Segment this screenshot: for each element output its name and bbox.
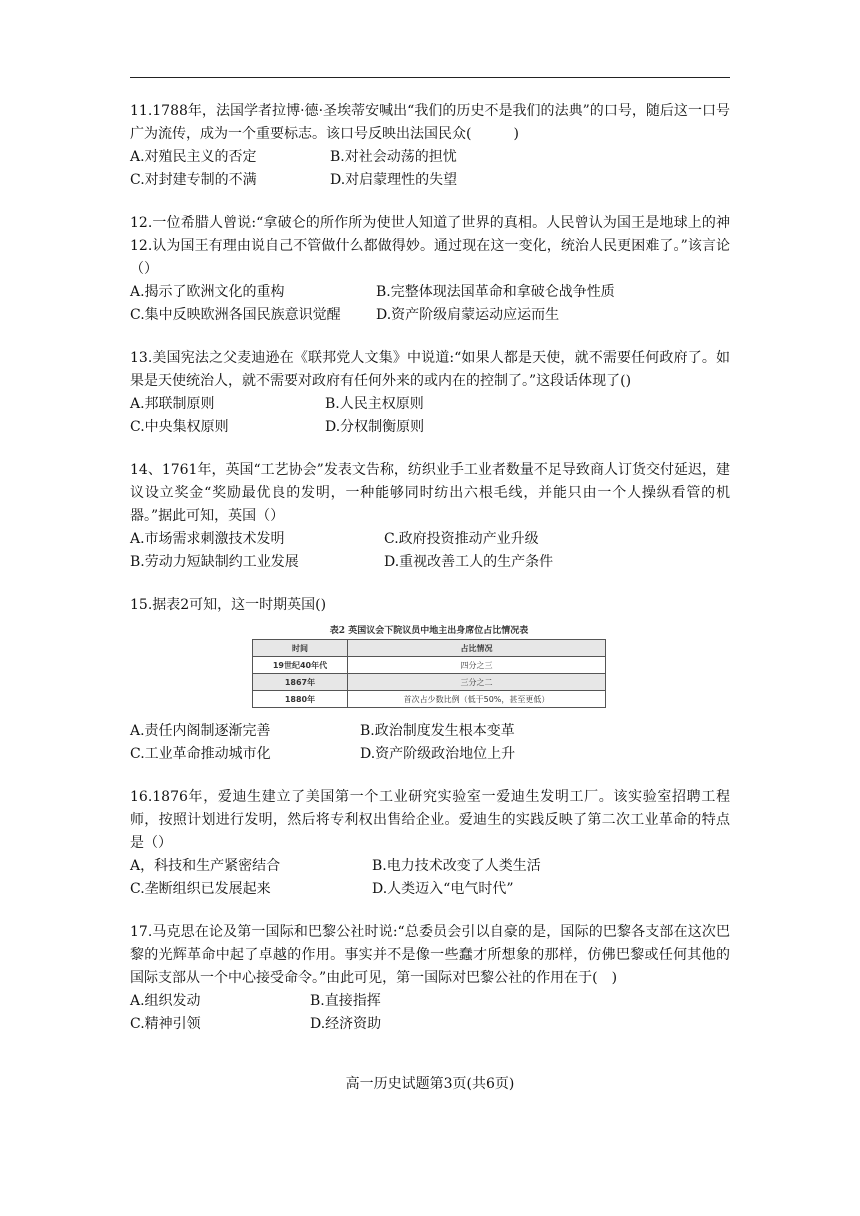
question-stem: 13.美国宪法之父麦迪逊在《联邦党人文集》中说道:“如果人都是天使，就不需要任何政府了。如果是天使统治人，就不需要对政府有任何外来的或内在的控制了。”这段话体现了() (130, 350, 730, 389)
option-a: A.责任内阁制逐渐完善 (130, 723, 271, 739)
option-c: C.集中反映欧洲各国民族意识觉醒 (130, 307, 341, 323)
option-list (130, 855, 730, 901)
question-15 (130, 594, 730, 766)
table-cell: 1867年 (253, 674, 348, 691)
table-cell: 1880年 (253, 691, 348, 708)
option-list (130, 720, 730, 766)
option-a: A.揭示了欧洲文化的重构 (130, 284, 285, 300)
option-d: D.资产阶级政治地位上升 (360, 746, 516, 762)
option-b: B.完整体现法国革命和拿破仑战争性质 (376, 284, 615, 300)
option-c: C.对封建专制的不满 (130, 172, 257, 188)
question-13 (130, 347, 730, 439)
option-list (130, 393, 730, 439)
table-title: 表2 英国议会下院议员中地主出身席位占比情况表 (329, 626, 529, 636)
header-rule (130, 77, 730, 78)
table-cell: 19世纪40年代 (253, 657, 348, 674)
data-table (252, 639, 606, 708)
option-c: C.政府投资推动产业升级 (384, 531, 539, 547)
table-row (253, 674, 606, 691)
table-cell: 三分之二 (348, 674, 606, 691)
option-list (130, 146, 730, 192)
table-row (253, 691, 606, 708)
option-a: A，科技和生产紧密结合 (130, 858, 281, 874)
table-cell: 四分之三 (348, 657, 606, 674)
option-c: C.中央集权原则 (130, 419, 229, 435)
option-d: D.重视改善工人的生产条件 (384, 554, 554, 570)
question-stem: 14、1761年，英国“工艺协会”发表文告称，纺织业手工业者数量不足导致商人订货交付延迟，建议设立奖金“奖励最优良的发明，一种能够同时纺出六根毛线，并能只由一个人操纵看管的机器。”据此可知，英国（） (130, 462, 730, 524)
question-stem: 15.据表2可知，这一时期英国() (130, 597, 327, 613)
table-cell: 首次占少数比例（低于50%，甚至更低） (348, 691, 606, 708)
option-c: C.工业革命推动城市化 (130, 746, 271, 762)
question-16 (130, 786, 730, 901)
table-row (253, 657, 606, 674)
question-11 (130, 100, 730, 192)
option-d: D.分权制衡原则 (325, 419, 425, 435)
option-b: B.劳动力短缺制约工业发展 (130, 554, 299, 570)
question-17 (130, 921, 730, 1036)
option-a: A.市场需求刺激技术发明 (130, 531, 285, 547)
option-a: A.邦联制原则 (130, 396, 215, 412)
question-14 (130, 459, 730, 574)
option-list (130, 528, 730, 574)
question-stem: 17.马克思在论及第一国际和巴黎公社时说:“总委员会引以自豪的是，国际的巴黎各支部在这次巴黎的光辉革命中起了卓越的作用。事实并不是像一些蠢才所想象的那样，仿佛巴黎或任何其他的国际支部从一个中心接受命令。”由此可见，第一国际对巴黎公社的作用在于( ) (130, 924, 730, 986)
question-stem: 12.一位希腊人曾说:“拿破仑的所作所为使世人知道了世界的真相。人民曾认为国王是地球上的神12.认为国王有理由说自己不管做什么都做得妙。通过现在这一变化，统治人民更困难了。”该言论（） (130, 215, 730, 277)
option-a: A.对殖民主义的否定 (130, 149, 257, 165)
option-b: B.人民主权原则 (325, 396, 424, 412)
question-stem: 16.1876年，爱迪生建立了美国第一个工业研究实验室一爱迪生发明工厂。该实验室招聘工程师，按照计划进行发明，然后将专利权出售给企业。爱迪生的实践反映了第二次工业革命的特点是（） (130, 789, 730, 851)
page-footer: 高一历史试题第3页(共6页) (345, 1076, 515, 1092)
option-d: D.资产阶级肩蒙运动应运而生 (376, 307, 560, 323)
option-c: C.精神引领 (130, 1016, 201, 1032)
option-b: B.直接指挥 (310, 993, 381, 1009)
option-a: A.组织发动 (130, 993, 201, 1009)
data-table-figure (130, 625, 730, 708)
option-list (130, 281, 730, 327)
option-d: D.对启蒙理性的失望 (330, 172, 458, 188)
exam-page-content (130, 100, 730, 1056)
table-header-cell: 时间 (253, 640, 348, 657)
option-list (130, 990, 730, 1036)
question-12 (130, 212, 730, 327)
option-b: B.电力技术改变了人类生活 (372, 858, 541, 874)
option-b: B.对社会动荡的担忧 (330, 149, 457, 165)
option-c: C.垄断组织已发展起来 (130, 881, 271, 897)
option-d: D.人类迈入“电气时代” (372, 881, 514, 897)
question-stem: 11.1788年，法国学者拉博·德·圣埃蒂安喊出“我们的历史不是我们的法典”的口号，随后这一口号广为流传，成为一个重要标志。该口号反映出法国民众( ) (130, 103, 730, 142)
table-header-cell: 占比情况 (348, 640, 606, 657)
option-d: D.经济资助 (310, 1016, 382, 1032)
option-b: B.政治制度发生根本变革 (360, 723, 515, 739)
